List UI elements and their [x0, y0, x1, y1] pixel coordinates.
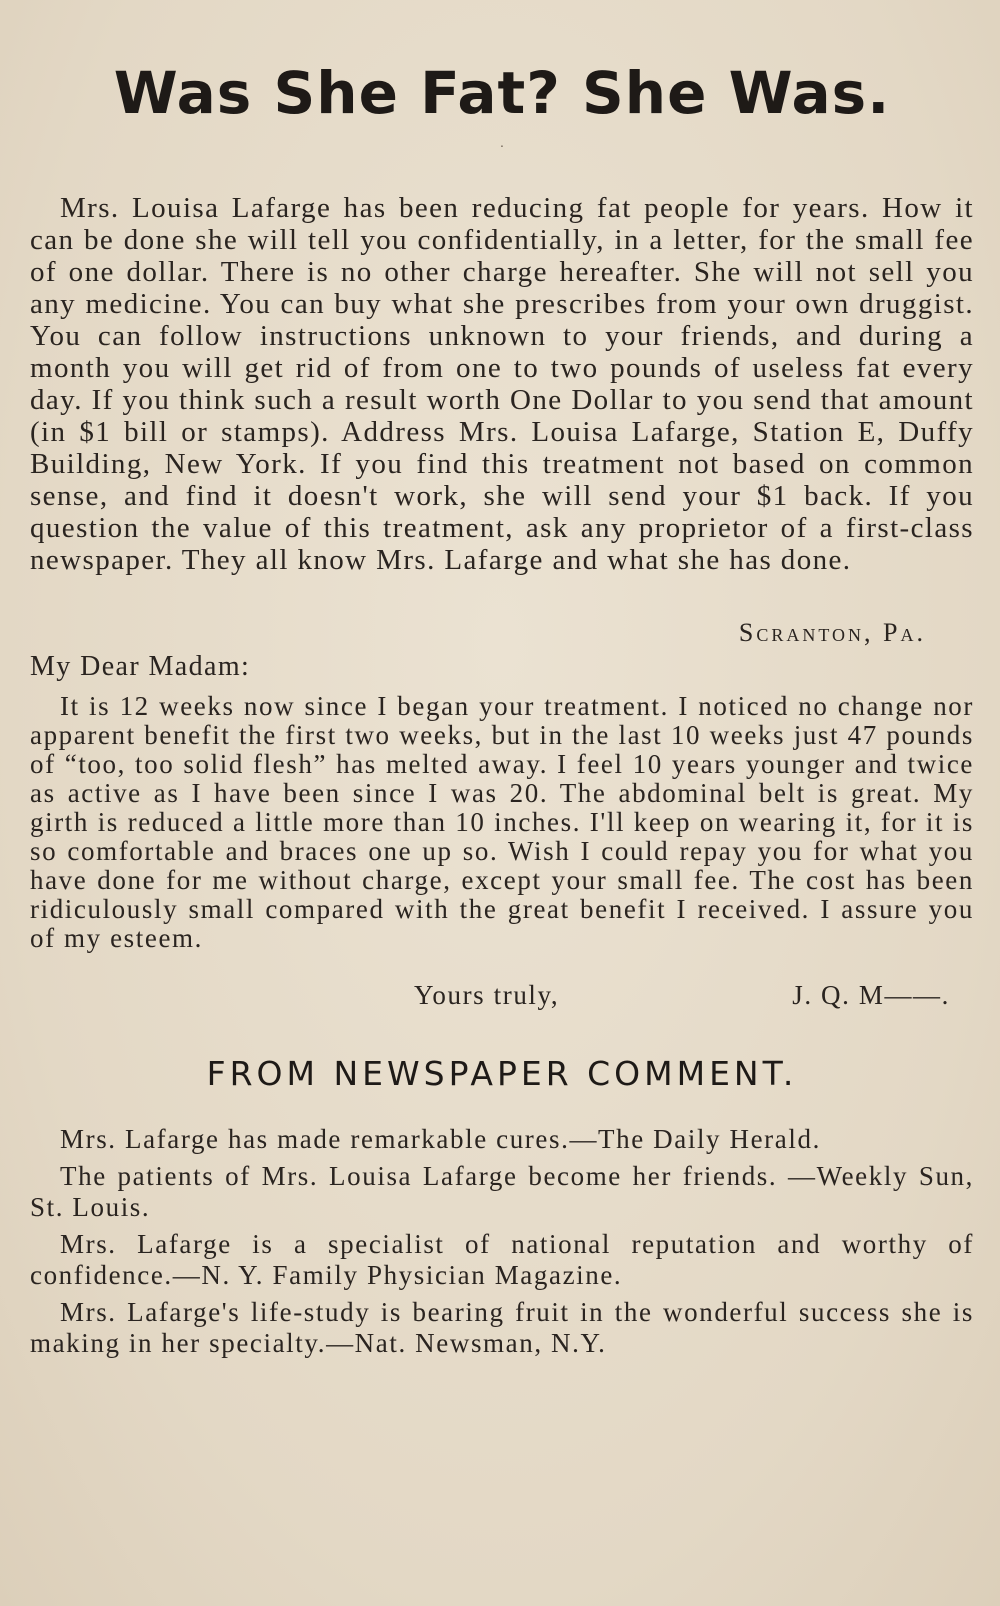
letter-signature: J. Q. M——.	[792, 980, 950, 1010]
newspaper-comment: Mrs. Lafarge's life-study is bearing fruit in the wonderful success she is making in her specialty.—Nat. Newsman, N.Y.	[30, 1297, 974, 1358]
letter-body: It is 12 weeks now since I began your treatment. I noticed no change nor apparent benefit the first two weeks, but in the last 10 weeks just 47 pounds of “too, too solid flesh” has melted away. I feel 10 years younger and twice as active as I have been since I was 20. The abdominal belt is great. My girth is reduced a little more than 10 inches. I'll keep on wearing it, for it is so comfortable and braces one up so. Wish I could repay you for what you have done for me without charge, except your small fee. The cost has been ridiculously small compared with the great benefit I received. I assure you of my esteem.	[30, 691, 974, 953]
headline: Was She Fat? She Was.	[113, 59, 891, 127]
newspaper-comment: The patients of Mrs. Louisa Lafarge become her friends. —Weekly Sun, St. Louis.	[30, 1161, 974, 1222]
intro-paragraph: Mrs. Louisa Lafarge has been reducing fat people for years. How it can be done she will tell you confidentially, in a letter, for the small fee of one dollar. There is no other charge hereafter. She will not sell you any medicine. You can buy what she prescribes from your own druggist. You can follow instructions unknown to your friends, and during a month you will get rid of from one to two pounds of useless fat every day. If you think such a result worth One Dollar to you send that amount (in $1 bill or stamps). Address Mrs. Louisa Lafarge, Station E, Duffy Building, New York. If you find this treatment not based on common sense, and find it doesn't work, she will send your $1 back. If you question the value of this treatment, ask any proprietor of a first-class newspaper. They all know Mrs. Lafarge and what she has done.	[30, 192, 974, 576]
letter-closing: Yours truly,	[414, 980, 560, 1010]
newspaper-comment: Mrs. Lafarge has made remarkable cures.—The Daily Herald.	[60, 1124, 821, 1154]
newspaper-section-title: FROM NEWSPAPER COMMENT.	[206, 1054, 798, 1093]
letter-signoff	[30, 980, 974, 1012]
divider-mark: ·	[499, 140, 505, 155]
letter-salutation: My Dear Madam:	[30, 651, 251, 682]
newspaper-comment: Mrs. Lafarge is a specialist of national reputation and worthy of confidence.—N. Y. Family Physician Magazine.	[30, 1229, 974, 1290]
letter-place: Scranton, Pa.	[738, 618, 926, 647]
